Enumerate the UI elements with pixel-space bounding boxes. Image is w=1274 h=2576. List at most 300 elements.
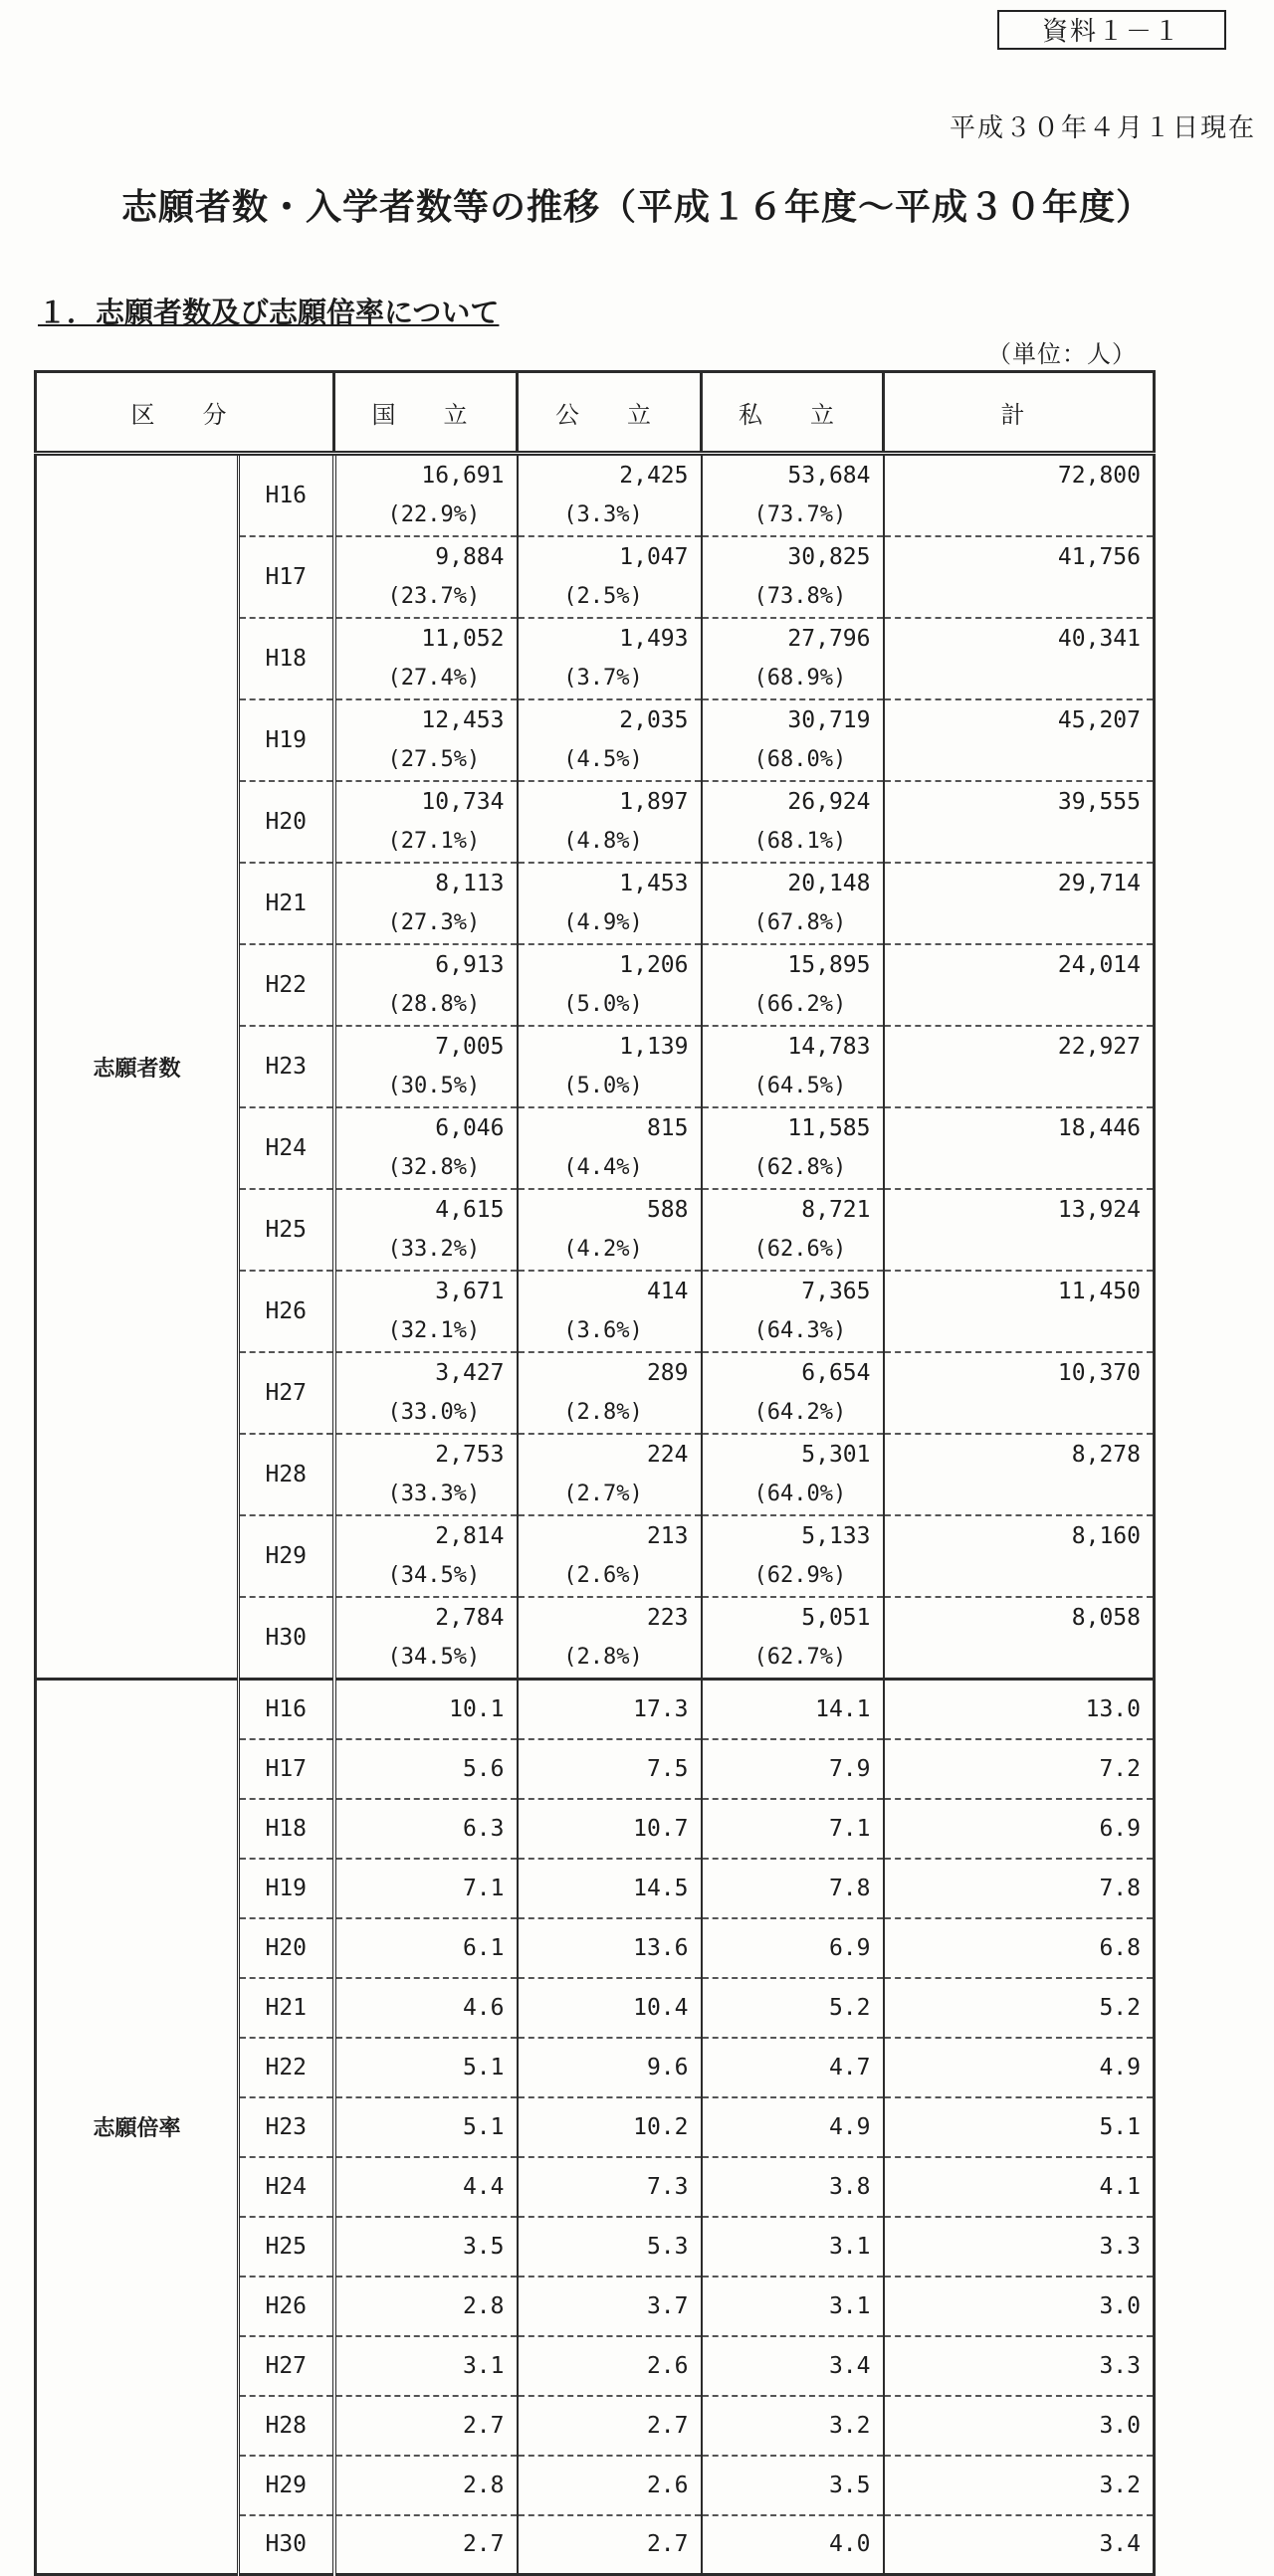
private-values [703, 537, 871, 617]
private-count: 5,051 [801, 1605, 871, 1631]
private-share: (68.9%) [753, 666, 847, 691]
private-count: 26,924 [787, 789, 871, 815]
private-values [703, 619, 871, 698]
private-cell [702, 1434, 884, 1515]
national-values [336, 1353, 505, 1433]
private-cell [702, 536, 884, 618]
private-ratio: 3.1 [702, 2217, 884, 2277]
private-cell [702, 863, 884, 944]
total-cell [884, 1597, 1155, 1680]
public-values [519, 1272, 689, 1351]
header-category: 区 分 [36, 372, 334, 454]
public-cell [518, 1271, 702, 1352]
public-share: (3.3%) [563, 502, 643, 527]
total-ratio: 3.0 [884, 2396, 1155, 2456]
total-cell [884, 781, 1155, 863]
total-cell [884, 699, 1155, 781]
public-ratio: 13.6 [518, 1918, 702, 1978]
total-ratio: 5.1 [884, 2097, 1155, 2157]
national-share: (30.5%) [387, 1074, 481, 1098]
private-share: (68.1%) [753, 829, 847, 854]
public-cell [518, 454, 702, 537]
public-count: 1,453 [619, 871, 689, 896]
national-share: (34.5%) [387, 1563, 481, 1588]
year-cell: H16 [239, 454, 334, 537]
national-values [336, 1516, 505, 1596]
year-cell: H26 [239, 2277, 334, 2336]
public-ratio: 10.7 [518, 1799, 702, 1859]
national-share: (23.7%) [387, 584, 481, 609]
public-count: 414 [646, 1279, 689, 1304]
public-values [519, 1435, 689, 1514]
national-cell [334, 699, 518, 781]
total-ratio: 13.0 [884, 1680, 1155, 1739]
national-count: 8,113 [435, 871, 505, 896]
public-count: 1,897 [619, 789, 689, 815]
private-ratio: 7.1 [702, 1799, 884, 1859]
total-count: 29,714 [1057, 871, 1141, 896]
private-cell [702, 1107, 884, 1189]
private-count: 27,796 [787, 626, 871, 652]
public-share: (2.7%) [563, 1482, 643, 1506]
national-count: 3,427 [435, 1360, 505, 1386]
public-share: (4.5%) [563, 747, 643, 772]
national-count: 11,052 [421, 626, 505, 652]
national-values [336, 1272, 505, 1351]
private-count: 15,895 [787, 952, 871, 978]
section-title: １．志願者数及び志願倍率について [38, 296, 500, 329]
national-share: (27.1%) [387, 829, 481, 854]
national-ratio: 3.1 [334, 2336, 518, 2396]
private-ratio: 4.0 [702, 2515, 884, 2575]
national-ratio: 3.5 [334, 2217, 518, 2277]
national-ratio: 2.7 [334, 2396, 518, 2456]
public-count: 2,425 [619, 463, 689, 489]
total-count: 8,160 [1071, 1523, 1141, 1549]
year-cell: H23 [239, 2097, 334, 2157]
national-count: 2,753 [435, 1442, 505, 1468]
private-count: 14,783 [787, 1034, 871, 1060]
public-share: (5.0%) [563, 1074, 643, 1098]
total-count: 40,341 [1057, 626, 1141, 652]
national-count: 2,784 [435, 1605, 505, 1631]
header-private: 私 立 [702, 372, 884, 454]
public-values [519, 1353, 689, 1433]
public-ratio: 10.2 [518, 2097, 702, 2157]
national-values [336, 945, 505, 1025]
public-values [519, 456, 689, 535]
national-cell [334, 1597, 518, 1680]
private-ratio: 4.9 [702, 2097, 884, 2157]
national-ratio: 5.1 [334, 2038, 518, 2097]
public-cell [518, 863, 702, 944]
national-share: (32.8%) [387, 1155, 481, 1180]
unit-label: （単位：人） [987, 340, 1137, 368]
national-values [336, 456, 505, 535]
private-values [703, 1516, 871, 1596]
national-values [336, 700, 505, 780]
public-count: 224 [646, 1442, 689, 1468]
national-share: (27.3%) [387, 910, 481, 935]
public-ratio: 10.4 [518, 1978, 702, 2038]
private-count: 11,585 [787, 1115, 871, 1141]
private-count: 5,133 [801, 1523, 871, 1549]
total-count: 41,756 [1057, 544, 1141, 570]
private-share: (68.0%) [753, 747, 847, 772]
year-cell: H19 [239, 699, 334, 781]
public-values [519, 537, 689, 617]
header-national: 国 立 [334, 372, 518, 454]
national-count: 9,884 [435, 544, 505, 570]
total-ratio: 3.3 [884, 2217, 1155, 2277]
national-cell [334, 536, 518, 618]
public-values [519, 619, 689, 698]
private-share: (62.6%) [753, 1237, 847, 1262]
public-share: (2.6%) [563, 1563, 643, 1588]
private-share: (66.2%) [753, 992, 847, 1017]
private-values [703, 945, 871, 1025]
year-cell: H28 [239, 1434, 334, 1515]
national-count: 10,734 [421, 789, 505, 815]
table-row [36, 454, 1155, 537]
year-cell: H16 [239, 1680, 334, 1739]
private-cell [702, 1352, 884, 1434]
year-cell: H27 [239, 2336, 334, 2396]
national-ratio: 7.1 [334, 1859, 518, 1918]
public-cell [518, 1434, 702, 1515]
year-cell: H25 [239, 2217, 334, 2277]
national-share: (34.5%) [387, 1645, 481, 1670]
year-cell: H18 [239, 1799, 334, 1859]
national-ratio: 10.1 [334, 1680, 518, 1739]
national-cell [334, 1515, 518, 1597]
national-share: (27.4%) [387, 666, 481, 691]
total-ratio: 3.3 [884, 2336, 1155, 2396]
total-cell [884, 1434, 1155, 1515]
public-share: (3.6%) [563, 1318, 643, 1343]
year-cell: H19 [239, 1859, 334, 1918]
national-values [336, 1435, 505, 1514]
private-ratio: 6.9 [702, 1918, 884, 1978]
private-ratio: 4.7 [702, 2038, 884, 2097]
private-count: 8,721 [801, 1197, 871, 1223]
total-ratio: 5.2 [884, 1978, 1155, 2038]
public-count: 223 [646, 1605, 689, 1631]
total-cell [884, 944, 1155, 1026]
public-cell [518, 699, 702, 781]
private-values [703, 1027, 871, 1106]
public-count: 1,493 [619, 626, 689, 652]
public-share: (3.7%) [563, 666, 643, 691]
year-cell: H22 [239, 2038, 334, 2097]
public-share: (4.8%) [563, 829, 643, 854]
total-count: 18,446 [1057, 1115, 1141, 1141]
total-count: 24,014 [1057, 952, 1141, 978]
private-cell [702, 1515, 884, 1597]
public-ratio: 17.3 [518, 1680, 702, 1739]
year-cell: H27 [239, 1352, 334, 1434]
national-values [336, 864, 505, 943]
private-ratio: 7.9 [702, 1739, 884, 1799]
public-count: 289 [646, 1360, 689, 1386]
private-cell [702, 944, 884, 1026]
public-share: (4.2%) [563, 1237, 643, 1262]
public-ratio: 7.3 [518, 2157, 702, 2217]
year-cell: H30 [239, 2515, 334, 2575]
applicants-table [34, 370, 1156, 2576]
year-cell: H20 [239, 781, 334, 863]
public-count: 213 [646, 1523, 689, 1549]
total-ratio: 6.8 [884, 1918, 1155, 1978]
national-share: (33.2%) [387, 1237, 481, 1262]
public-values [519, 1516, 689, 1596]
national-share: (32.1%) [387, 1318, 481, 1343]
public-cell [518, 536, 702, 618]
table-row [36, 1680, 1155, 1739]
year-cell: H24 [239, 1107, 334, 1189]
national-ratio: 2.8 [334, 2456, 518, 2515]
document-label: 資料１－１ [997, 10, 1226, 50]
public-values [519, 1190, 689, 1270]
private-share: (62.9%) [753, 1563, 847, 1588]
year-cell: H22 [239, 944, 334, 1026]
private-values [703, 1598, 871, 1678]
private-values [703, 1435, 871, 1514]
private-count: 20,148 [787, 871, 871, 896]
table-header-row [36, 372, 1155, 454]
total-ratio: 4.9 [884, 2038, 1155, 2097]
national-values [336, 1108, 505, 1188]
national-share: (22.9%) [387, 502, 481, 527]
header-total: 計 [884, 372, 1155, 454]
private-values [703, 864, 871, 943]
national-share: (28.8%) [387, 992, 481, 1017]
total-ratio: 7.8 [884, 1859, 1155, 1918]
total-count: 8,278 [1071, 1442, 1141, 1468]
private-cell [702, 1271, 884, 1352]
national-ratio: 4.4 [334, 2157, 518, 2217]
total-cell [884, 1107, 1155, 1189]
public-cell [518, 944, 702, 1026]
private-count: 5,301 [801, 1442, 871, 1468]
year-cell: H17 [239, 1739, 334, 1799]
year-cell: H30 [239, 1597, 334, 1680]
total-count: 10,370 [1057, 1360, 1141, 1386]
total-ratio: 3.2 [884, 2456, 1155, 2515]
year-cell: H29 [239, 1515, 334, 1597]
year-cell: H18 [239, 618, 334, 699]
private-values [703, 1108, 871, 1188]
private-share: (64.5%) [753, 1074, 847, 1098]
year-cell: H21 [239, 1978, 334, 2038]
national-ratio: 4.6 [334, 1978, 518, 2038]
total-cell [884, 1515, 1155, 1597]
national-values [336, 1598, 505, 1678]
as-of-date: 平成３０年４月１日現在 [949, 113, 1256, 143]
public-ratio: 7.5 [518, 1739, 702, 1799]
total-count: 22,927 [1057, 1034, 1141, 1060]
private-ratio: 3.2 [702, 2396, 884, 2456]
private-cell [702, 781, 884, 863]
private-values [703, 782, 871, 862]
year-cell: H25 [239, 1189, 334, 1271]
national-count: 12,453 [421, 707, 505, 733]
total-cell [884, 863, 1155, 944]
private-share: (67.8%) [753, 910, 847, 935]
public-share: (2.8%) [563, 1645, 643, 1670]
private-values [703, 456, 871, 535]
national-cell [334, 618, 518, 699]
private-share: (73.8%) [753, 584, 847, 609]
private-values [703, 1190, 871, 1270]
private-share: (62.7%) [753, 1645, 847, 1670]
total-ratio: 3.4 [884, 2515, 1155, 2575]
public-cell [518, 1189, 702, 1271]
applicants-section [36, 454, 1155, 1680]
national-cell [334, 1434, 518, 1515]
public-ratio: 2.6 [518, 2456, 702, 2515]
public-ratio: 14.5 [518, 1859, 702, 1918]
national-cell [334, 781, 518, 863]
private-values [703, 1353, 871, 1433]
private-ratio: 3.1 [702, 2277, 884, 2336]
national-count: 6,913 [435, 952, 505, 978]
public-ratio: 2.7 [518, 2515, 702, 2575]
national-ratio: 6.1 [334, 1918, 518, 1978]
private-count: 30,719 [787, 707, 871, 733]
private-cell [702, 454, 884, 537]
total-cell [884, 1352, 1155, 1434]
year-cell: H24 [239, 2157, 334, 2217]
national-count: 7,005 [435, 1034, 505, 1060]
private-ratio: 5.2 [702, 1978, 884, 2038]
public-cell [518, 1597, 702, 1680]
total-cell [884, 454, 1155, 537]
national-cell [334, 863, 518, 944]
private-share: (64.0%) [753, 1482, 847, 1506]
national-ratio: 2.8 [334, 2277, 518, 2336]
year-cell: H28 [239, 2396, 334, 2456]
private-count: 30,825 [787, 544, 871, 570]
public-count: 1,206 [619, 952, 689, 978]
total-count: 11,450 [1057, 1279, 1141, 1304]
public-cell [518, 1026, 702, 1107]
private-count: 53,684 [787, 463, 871, 489]
year-cell: H17 [239, 536, 334, 618]
private-ratio: 14.1 [702, 1680, 884, 1739]
private-count: 6,654 [801, 1360, 871, 1386]
public-values [519, 864, 689, 943]
national-count: 16,691 [421, 463, 505, 489]
public-values [519, 782, 689, 862]
public-cell [518, 618, 702, 699]
public-share: (4.4%) [563, 1155, 643, 1180]
private-cell [702, 1026, 884, 1107]
total-cell [884, 618, 1155, 699]
private-share: (64.2%) [753, 1400, 847, 1425]
national-share: (33.0%) [387, 1400, 481, 1425]
public-count: 588 [646, 1197, 689, 1223]
total-count: 13,924 [1057, 1197, 1141, 1223]
public-cell [518, 781, 702, 863]
public-values [519, 1598, 689, 1678]
year-cell: H20 [239, 1918, 334, 1978]
public-values [519, 1108, 689, 1188]
public-cell [518, 1352, 702, 1434]
total-ratio: 6.9 [884, 1799, 1155, 1859]
private-ratio: 3.5 [702, 2456, 884, 2515]
total-ratio: 3.0 [884, 2277, 1155, 2336]
total-cell [884, 536, 1155, 618]
national-count: 3,671 [435, 1279, 505, 1304]
national-count: 6,046 [435, 1115, 505, 1141]
national-values [336, 782, 505, 862]
national-cell [334, 1271, 518, 1352]
public-values [519, 945, 689, 1025]
national-share: (27.5%) [387, 747, 481, 772]
public-count: 815 [646, 1115, 689, 1141]
page-title: 志願者数・入学者数等の推移（平成１６年度～平成３０年度） [120, 187, 1153, 228]
national-values [336, 1027, 505, 1106]
private-share: (62.8%) [753, 1155, 847, 1180]
ratios-section [36, 1680, 1155, 2575]
public-ratio: 9.6 [518, 2038, 702, 2097]
national-cell [334, 944, 518, 1026]
national-cell [334, 1352, 518, 1434]
total-cell [884, 1271, 1155, 1352]
total-count: 39,555 [1057, 789, 1141, 815]
category-applicants: 志願者数 [36, 454, 239, 1680]
national-ratio: 5.6 [334, 1739, 518, 1799]
private-cell [702, 1597, 884, 1680]
private-share: (64.3%) [753, 1318, 847, 1343]
total-cell [884, 1026, 1155, 1107]
national-count: 2,814 [435, 1523, 505, 1549]
public-values [519, 1027, 689, 1106]
private-ratio: 3.4 [702, 2336, 884, 2396]
private-cell [702, 699, 884, 781]
national-ratio: 2.7 [334, 2515, 518, 2575]
public-cell [518, 1107, 702, 1189]
public-count: 2,035 [619, 707, 689, 733]
national-values [336, 537, 505, 617]
year-cell: H29 [239, 2456, 334, 2515]
year-cell: H21 [239, 863, 334, 944]
public-count: 1,047 [619, 544, 689, 570]
total-count: 45,207 [1057, 707, 1141, 733]
public-share: (4.9%) [563, 910, 643, 935]
public-ratio: 3.7 [518, 2277, 702, 2336]
national-cell [334, 1189, 518, 1271]
private-ratio: 7.8 [702, 1859, 884, 1918]
public-ratio: 5.3 [518, 2217, 702, 2277]
private-count: 7,365 [801, 1279, 871, 1304]
national-cell [334, 1107, 518, 1189]
total-ratio: 4.1 [884, 2157, 1155, 2217]
public-share: (5.0%) [563, 992, 643, 1017]
public-cell [518, 1515, 702, 1597]
public-count: 1,139 [619, 1034, 689, 1060]
national-count: 4,615 [435, 1197, 505, 1223]
private-values [703, 1272, 871, 1351]
private-cell [702, 618, 884, 699]
national-values [336, 619, 505, 698]
national-cell [334, 1026, 518, 1107]
total-cell [884, 1189, 1155, 1271]
national-values [336, 1190, 505, 1270]
public-share: (2.8%) [563, 1400, 643, 1425]
public-ratio: 2.6 [518, 2336, 702, 2396]
